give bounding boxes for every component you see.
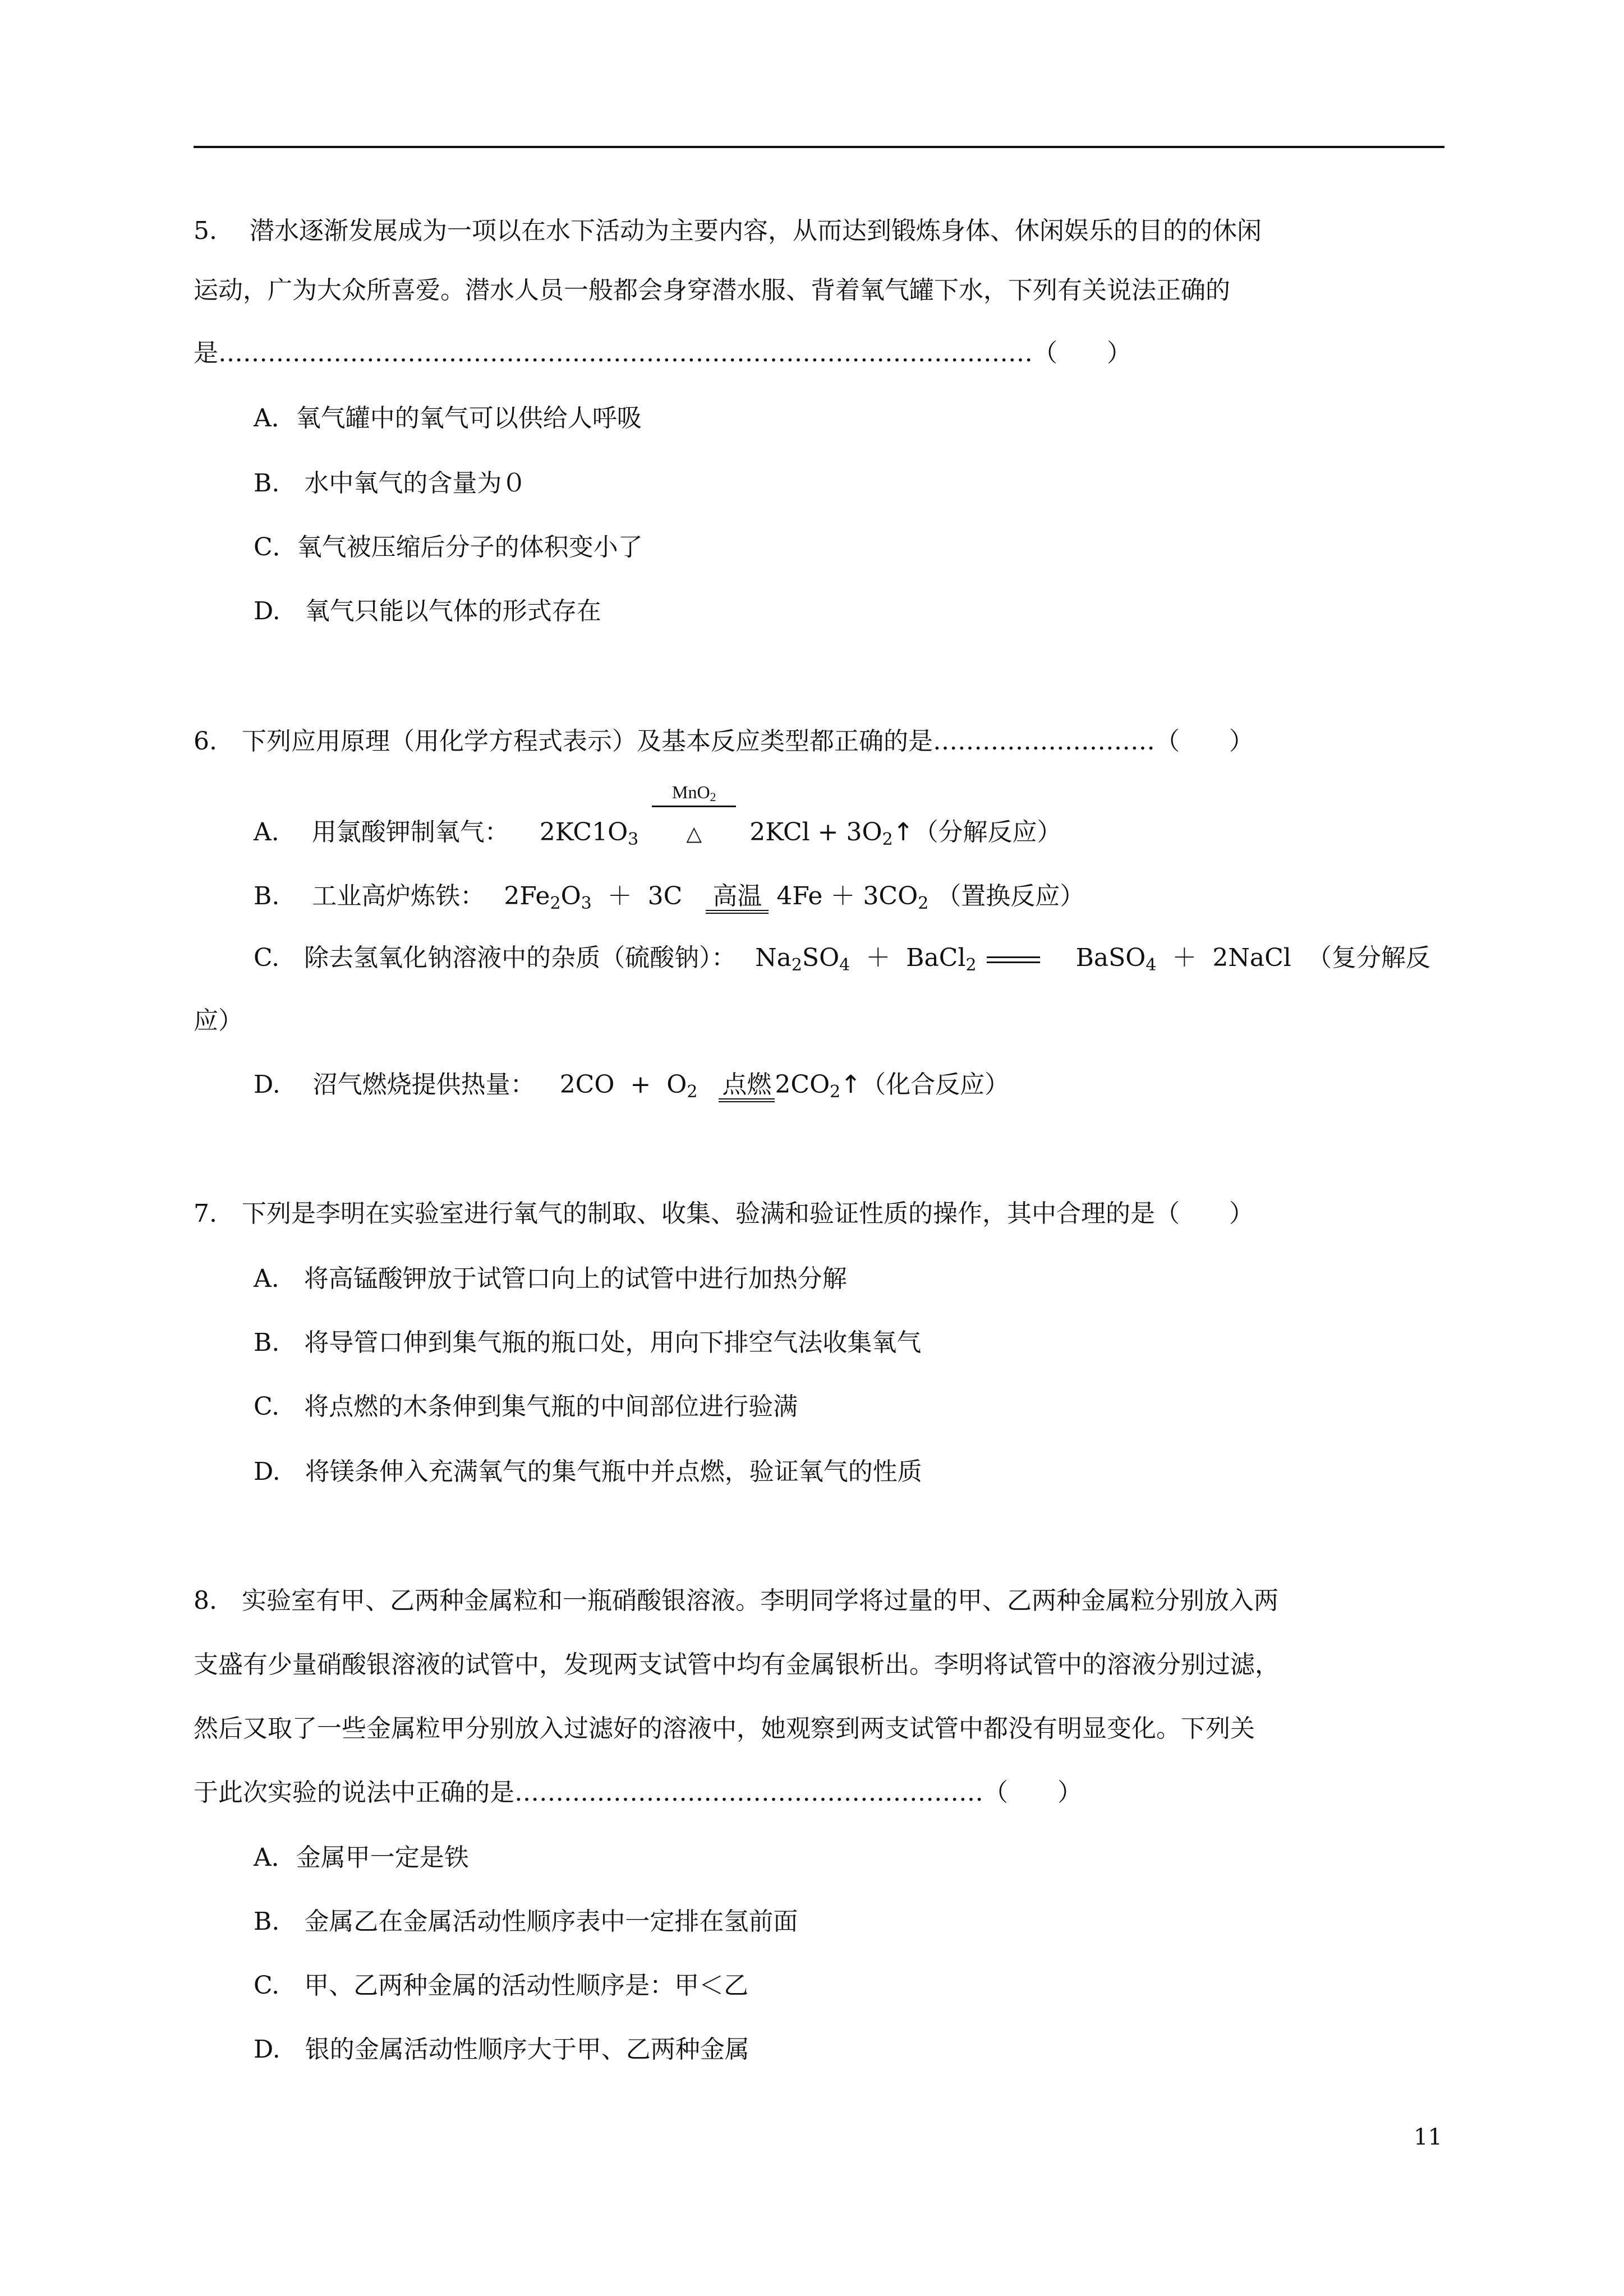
q5-stem-line2: 运动，广为大众所喜爱。潜水人员一般都会身穿潜水服、背着氧气罐下水，下列有关说法正确的 (194, 276, 1230, 305)
q5-option-b: B. 水中氧气的含量为０ (254, 469, 527, 498)
q5-option-d: D. 氧气只能以气体的形式存在 (254, 597, 601, 625)
q6-c-r1-sub1: 2 (791, 955, 802, 975)
q6-stem: 6. 下列应用原理（用化学方程式表示）及基本反应类型都正确的是………………………（ ） (194, 727, 1254, 756)
q6-d-condition: 点燃 (719, 1071, 775, 1102)
up-arrow-icon: ↑ (840, 1070, 862, 1099)
q8-stem-line4: 于此次实验的说法中正确的是…………………………………………………（ ） (194, 1778, 1082, 1807)
q6-a-catalyst: MnO$_2$ (671, 782, 716, 804)
q6-a-reactant: 2KC1O (539, 818, 628, 846)
q6-a-product-sub: 2 (882, 830, 893, 849)
q6-c-r1-so: SO (802, 944, 840, 972)
q6-b-r1-sub1: 2 (550, 894, 561, 913)
q6-b-product-sub: 2 (918, 894, 929, 913)
q6-d-reactants: 2CO + O (559, 1070, 687, 1099)
q6-c-p1: BaSO (1075, 944, 1146, 972)
q6-option-a (254, 782, 1062, 851)
q5-stem-line1: 5. 潜水逐渐发展成为一项以在水下活动为主要内容，从而达到锻炼身体、休闲娱乐的目的的休闲 (194, 217, 1262, 245)
q6-option-b (254, 880, 1084, 914)
q8-option-b: B. 金属乙在金属活动性顺序表中一定排在氢前面 (254, 1907, 798, 1936)
q6-c-p2: ＋ 2NaCl （复分解反 (1156, 944, 1430, 972)
q6-b-r1-o: O (560, 882, 581, 910)
q6-b-r1-sub2: 3 (581, 894, 592, 913)
q6-b-product: 4Fe ＋ 3CO (776, 882, 918, 910)
q6-c-plus: ＋ BaCl (850, 944, 966, 972)
header-rule (194, 146, 1444, 148)
q6-c-p1-sub: 4 (1145, 955, 1157, 975)
q8-option-a: A．金属甲一定是铁 (254, 1843, 469, 1872)
q6-c-r2-sub: 2 (965, 955, 977, 975)
q8-stem-line3: 然后又取了一些金属粒甲分别放入过滤好的溶液中，她观察到两支试管中都没有明显变化。下列关 (194, 1714, 1255, 1743)
q7-stem: 7. 下列是李明在实验室进行氧气的制取、收集、验满和验证性质的操作，其中合理的是（ ） (194, 1199, 1254, 1228)
q6-a-product: 2KCl + 3O (749, 818, 882, 846)
q6-a-heat-symbol: △ (686, 822, 702, 845)
q6-option-d (254, 1068, 1009, 1102)
q6-a-equals-bar (652, 806, 736, 807)
q6-d-label: D. 沼气燃烧提供热量： (254, 1070, 535, 1099)
q6-a-type: （分解反应） (913, 818, 1062, 846)
q6-b-condition: 高温 (706, 883, 769, 914)
q6-d-type: （化合反应） (861, 1070, 1010, 1099)
q7-option-a: A. 将高锰酸钾放于试管口向上的试管中进行加热分解 (254, 1264, 847, 1293)
q6-option-c (254, 941, 1430, 975)
q6-c-equals-sign (987, 956, 1040, 963)
up-arrow-icon: ↑ (892, 818, 914, 846)
q6-a-reaction-condition (652, 782, 736, 851)
q8-option-c: C. 甲、乙两种金属的活动性顺序是：甲＜乙 (254, 1971, 749, 2000)
q6-a-reactant-sub: 3 (628, 830, 639, 849)
q8-stem-line2: 支盛有少量硝酸银溶液的试管中，发现两支试管中均有金属银析出。李明将试管中的溶液分别过滤， (194, 1650, 1280, 1679)
q6-b-r1: 2Fe (504, 882, 550, 910)
q6-c-label: C. 除去氢氧化钠溶液中的杂质（硫酸钠）： (254, 944, 737, 972)
q5-option-a: A．氧气罐中的氧气可以供给人呼吸 (254, 404, 642, 432)
q6-b-plus: ＋ 3C (591, 882, 698, 910)
q5-stem-line3: 是………………………………………………………………………………………（ ） (194, 339, 1131, 367)
q6-d-product-sub: 2 (830, 1082, 841, 1102)
q6-d-reactants-sub: 2 (687, 1082, 698, 1102)
q6-c-r1: Na (755, 944, 792, 972)
q6-d-product: 2CO (775, 1070, 830, 1099)
page-number: 11 (1414, 2124, 1442, 2150)
q6-a-label: A. 用氯酸钾制氧气： (254, 818, 509, 846)
q5-option-c: C．氧气被压缩后分子的体积变小了 (254, 533, 643, 562)
q7-option-d: D. 将镁条伸入充满氧气的集气瓶中并点燃，验证氧气的性质 (254, 1457, 922, 1486)
q8-stem-line1: 8. 实验室有甲、乙两种金属粒和一瓶硝酸银溶液。李明同学将过量的甲、乙两种金属粒分别放入两 (194, 1586, 1278, 1615)
q8-option-d: D. 银的金属活动性顺序大于甲、乙两种金属 (254, 2035, 749, 2064)
q7-option-b: B. 将导管口伸到集气瓶的瓶口处，用向下排空气法收集氧气 (254, 1328, 922, 1357)
q6-option-c-wrap: 应） (194, 1006, 243, 1035)
q6-b-label: B. 工业高炉炼铁： (254, 882, 485, 910)
q7-option-c: C. 将点燃的木条伸到集气瓶的中间部位进行验满 (254, 1392, 798, 1421)
q6-c-r1-sub2: 4 (839, 955, 850, 975)
q6-b-type: （置换反应） (936, 882, 1085, 910)
